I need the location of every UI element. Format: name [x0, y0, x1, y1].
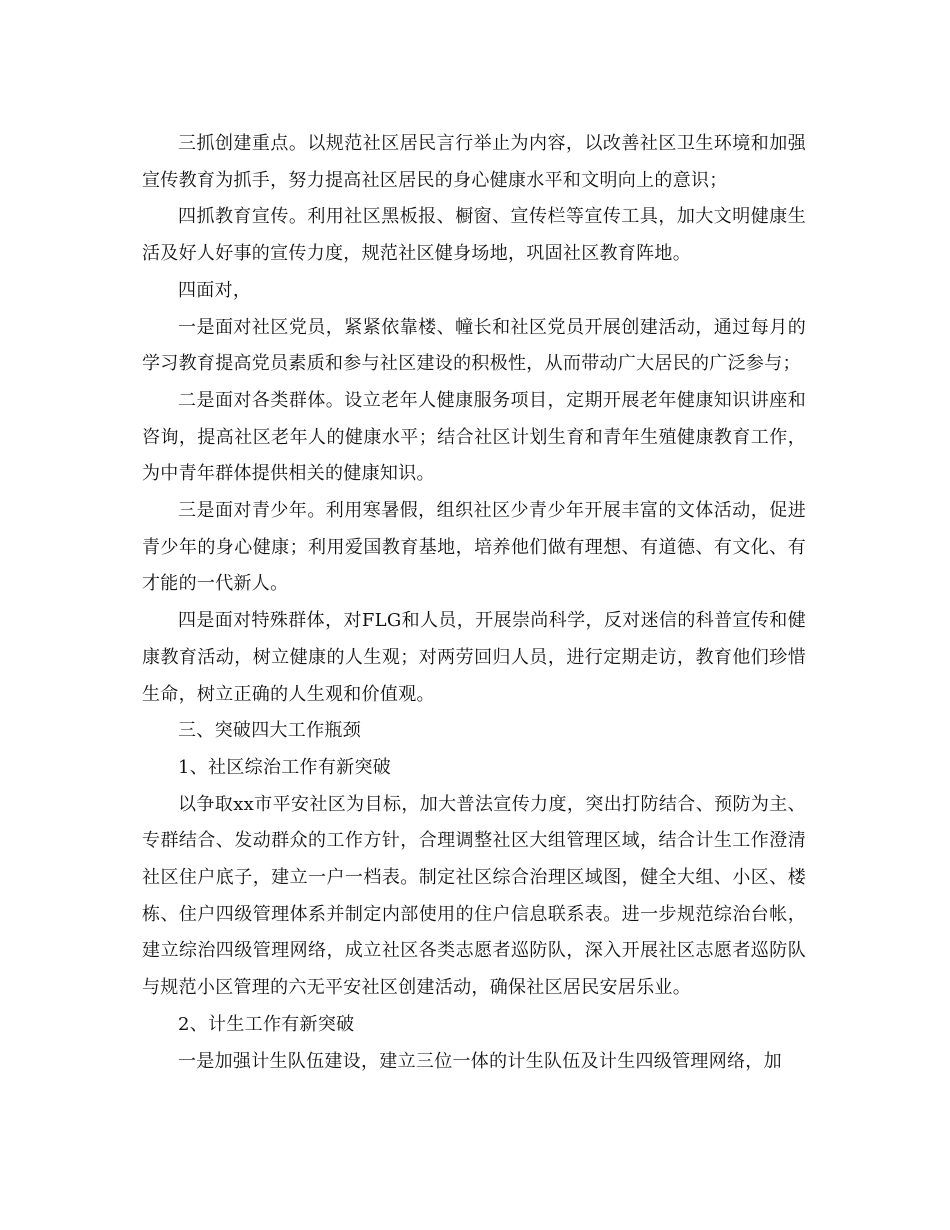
- paragraph-face-party-members: 一是面对社区党员，紧紧依靠楼、幢长和社区党员开展创建活动，通过每月的学习教育提高党员素质和参与社区建设的积极性，从而带动广大居民的广泛参与；: [142, 316, 806, 375]
- paragraph-face-groups: 二是面对各类群体。设立老年人健康服务项目，定期开展老年健康知识讲座和咨询，提高社区老年人的健康水平；结合社区计划生育和青年生殖健康教育工作，为中青年群体提供相关的健康知识。: [142, 389, 806, 485]
- subheading-family-planning: 2、计生工作有新突破: [178, 1013, 355, 1035]
- paragraph-four-face-heading: 四面对，: [178, 279, 252, 301]
- paragraph-face-special-groups: 四是面对特殊群体，对FLG和人员，开展崇尚科学，反对迷信的科普宣传和健康教育活动，树立健康的人生观；对两劳回归人员，进行定期走访，教育他们珍惜生命，树立正确的人生观和价值观。: [142, 610, 806, 705]
- paragraph-three-focus: 三抓创建重点。以规范社区居民言行举止为内容，以改善社区卫生环境和加强宣传教育为抓手，努力提高社区居民的身心健康水平和文明向上的意识；: [142, 133, 806, 191]
- subheading-comprehensive-governance: 1、社区综治工作有新突破: [178, 756, 392, 778]
- paragraph-face-youth: 三是面对青少年。利用寒暑假，组织社区少青少年开展丰富的文体活动，促进青少年的身心健康；利用爱国教育基地，培养他们做有理想、有道德、有文化、有才能的一代新人。: [142, 500, 806, 595]
- paragraph-family-planning-team: 一是加强计生队伍建设，建立三位一体的计生队伍及计生四级管理网络，加: [178, 1050, 782, 1072]
- paragraph-safe-community: 以争取xx市平安社区为目标，加大普法宣传力度，突出打防结合、预防为主、专群结合、发动群众的工作方针，合理调整社区大组管理区域，结合计生工作澄清社区住户底子，建立一户一档表。制定社区综合治理区域图，健全大组、小区、楼栋、住户四级管理体系并制定内部使用的住户信息联系表。进一步规范综治台帐，建立综治四级管理网络，成立社区各类志愿者巡防队，深入开展社区志愿者巡防队与规范小区管理的六无平安社区创建活动，确保社区居民安居乐业。: [142, 793, 806, 999]
- section-heading-bottlenecks: 三、突破四大工作瓶颈: [178, 720, 361, 742]
- paragraph-four-education: 四抓教育宣传。利用社区黑板报、橱窗、宣传栏等宣传工具，加大文明健康生活及好人好事的宣传力度，规范社区健身场地，巩固社区教育阵地。: [142, 206, 806, 265]
- document-body: [142, 126, 806, 1080]
